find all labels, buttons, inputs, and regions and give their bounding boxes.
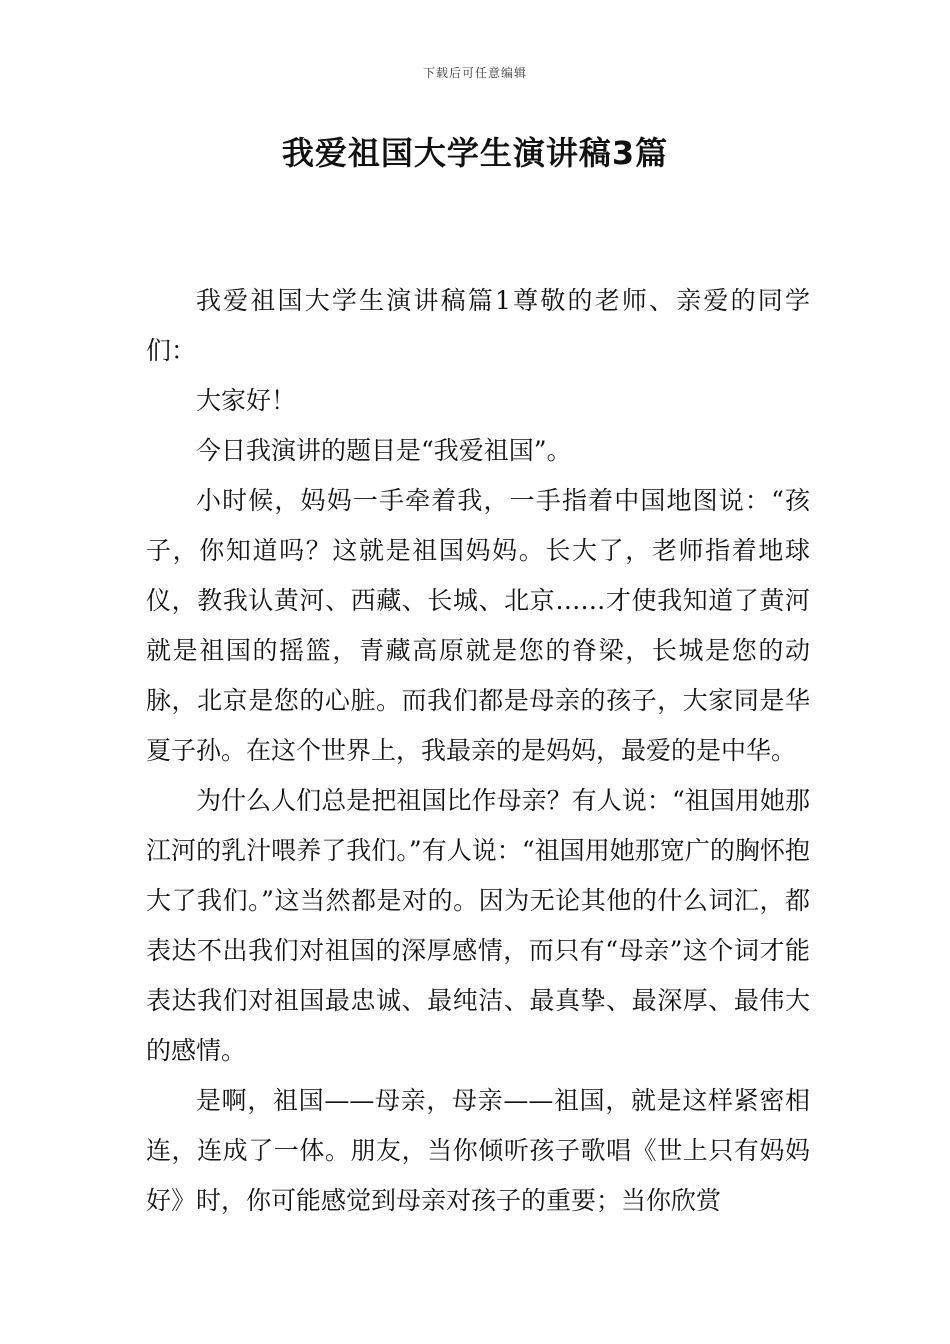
paragraph-mother-metaphor: 为什么人们总是把祖国比作母亲？有人说：“祖国用她那江河的乳汁喂养了我们。”有人说：“祖国用她那宽广的胸怀抱大了我们。”这当然都是对的。因为无论其他的什么词汇，都表达不出我们对祖国的深厚感情，而只有“母亲”这个词才能表达我们对祖国最忠诚、最纯洁、最真挚、最深厚、最伟大的感情。	[146, 786, 810, 1065]
paragraph-salutation: 我爱祖国大学生演讲稿篇1尊敬的老师、亲爱的同学们：	[146, 286, 810, 365]
paragraph-connection: 是啊，祖国——母亲，母亲——祖国，就是这样紧密相连，连成了一体。朋友，当你倾听孩子歌唱《世上只有妈妈好》时，你可能感觉到母亲对孩子的重要；当你欣赏	[146, 1086, 810, 1215]
document-title: 我爱祖国大学生演讲稿3篇	[281, 134, 669, 172]
paragraph-childhood: 小时候，妈妈一手牵着我，一手指着中国地图说：“孩子，你知道吗？这就是祖国妈妈。长大了，老师指着地球仪，教我认黄河、西藏、长城、北京……才使我知道了黄河就是祖国的摇篮，青藏高原就是您的脊梁，长城是您的动脉，北京是您的心脏。而我们都是母亲的孩子，大家同是华夏子孙。在这个世界上，我最亲的是妈妈，最爱的是中华。	[146, 486, 810, 765]
paragraph-greeting: 大家好！	[196, 386, 297, 415]
document-body	[146, 276, 810, 1226]
header-note: 下载后可任意编辑	[422, 66, 527, 80]
paragraph-topic: 今日我演讲的题目是“我爱祖国”。	[196, 436, 572, 465]
